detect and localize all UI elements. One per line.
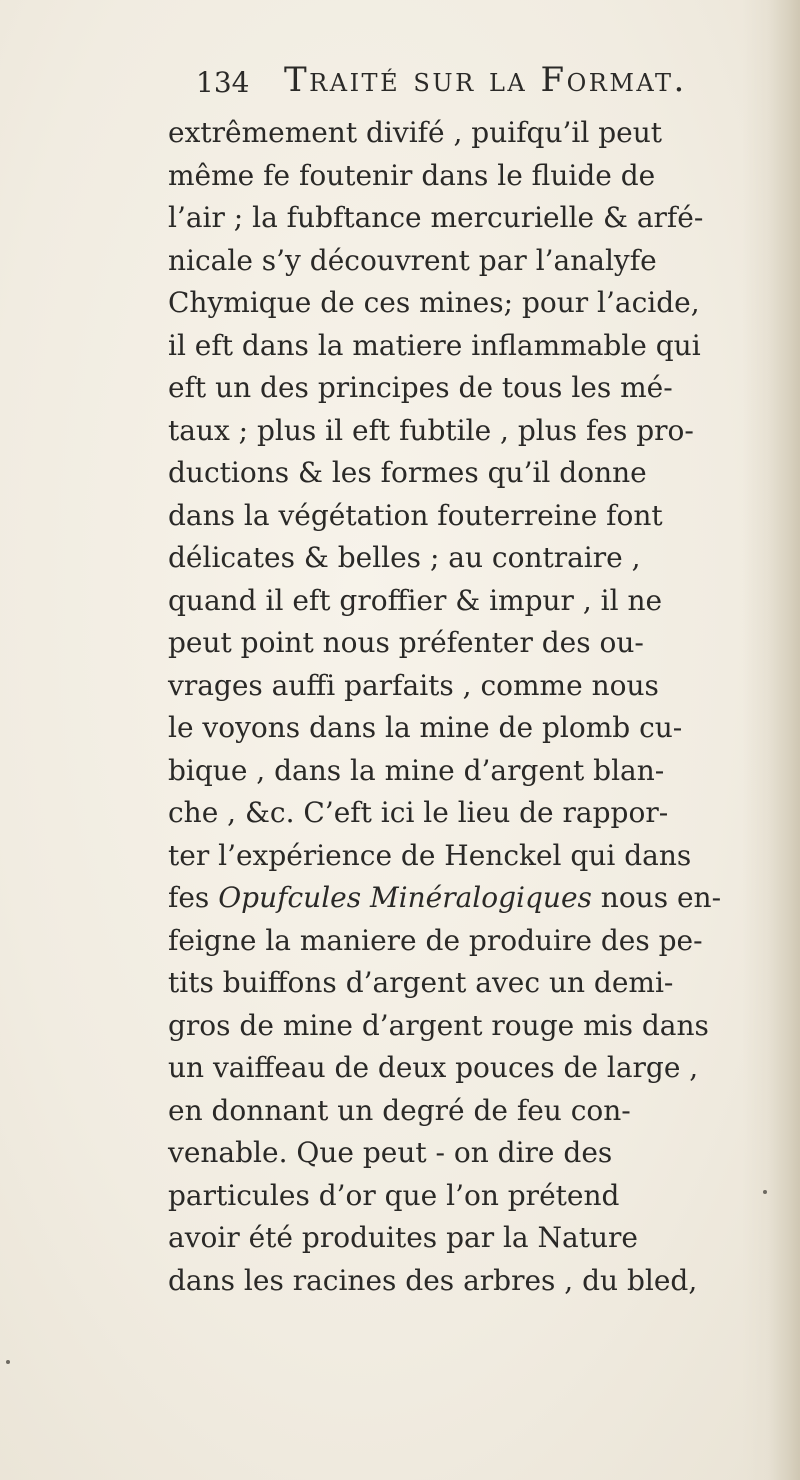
text-line: dans les racines des arbres , du bled, [168,1263,698,1297]
page-header [196,60,756,104]
text-line: particules d’or que l’on prétend [168,1178,620,1212]
text-line: extrêmement divifé , puifqu’il peut [168,116,663,149]
text-line: un vaiffeau de deux pouces de large , [168,1051,699,1084]
text-line: bique , dans la mine d’argent blan- [168,753,665,787]
text-line: dans la végétation fouterreine font [168,498,663,532]
text-line: gros de mine d’argent rouge mis dans [168,1008,709,1042]
text-line: quand il eft groffier & impur , il ne [168,583,663,617]
text-line: Chymique de ces mines; pour l’acide, [168,286,700,319]
text-line: ductions & les formes qu’il donne [168,456,647,489]
body-text [168,112,768,1302]
text-line: che , &c. C’eft ici le lieu de rappor- [168,796,669,829]
text-line: taux ; plus il eft fubtile , plus fes pro- [168,413,694,447]
text-line: feigne la maniere de produire des pe- [168,923,703,957]
book-title-italic: Opufcules Minéralogiques [218,881,592,914]
text-line: avoir été produites par la Nature [168,1221,638,1254]
text-line: peut point nous préfenter des ou- [168,626,644,659]
text-line: vrages auffi parfaits , comme nous [168,668,659,702]
text-line: délicates & belles ; au contraire , [168,541,641,574]
text-line: eft un des principes de tous les mé- [168,371,673,404]
text-line-with-italic-title [168,877,768,920]
text-line: ter l’expérience de Henckel qui dans [168,838,692,872]
text-line: le voyons dans la mine de plomb cu- [168,711,683,744]
text-line: nicale s’y découvrent par l’analyfe [168,243,657,277]
text-line: l’air ; la fubftance mercurielle & arfé- [168,201,704,234]
text-line: venable. Que peut - on dire des [168,1136,613,1169]
text-line: en donnant un degré de feu con- [168,1093,631,1127]
text-line: même fe foutenir dans le fluide de [168,158,656,192]
running-title: Traité sur la Format. [284,60,687,100]
text-line: il eft dans la matiere inflammable qui [168,328,701,362]
text-segment: nous en- [591,881,722,914]
text-line: tits buiffons d’argent avec un demi- [168,966,674,999]
page-number: 134 [196,66,250,99]
ink-speck [6,1360,10,1364]
text-segment: fes [168,881,219,914]
